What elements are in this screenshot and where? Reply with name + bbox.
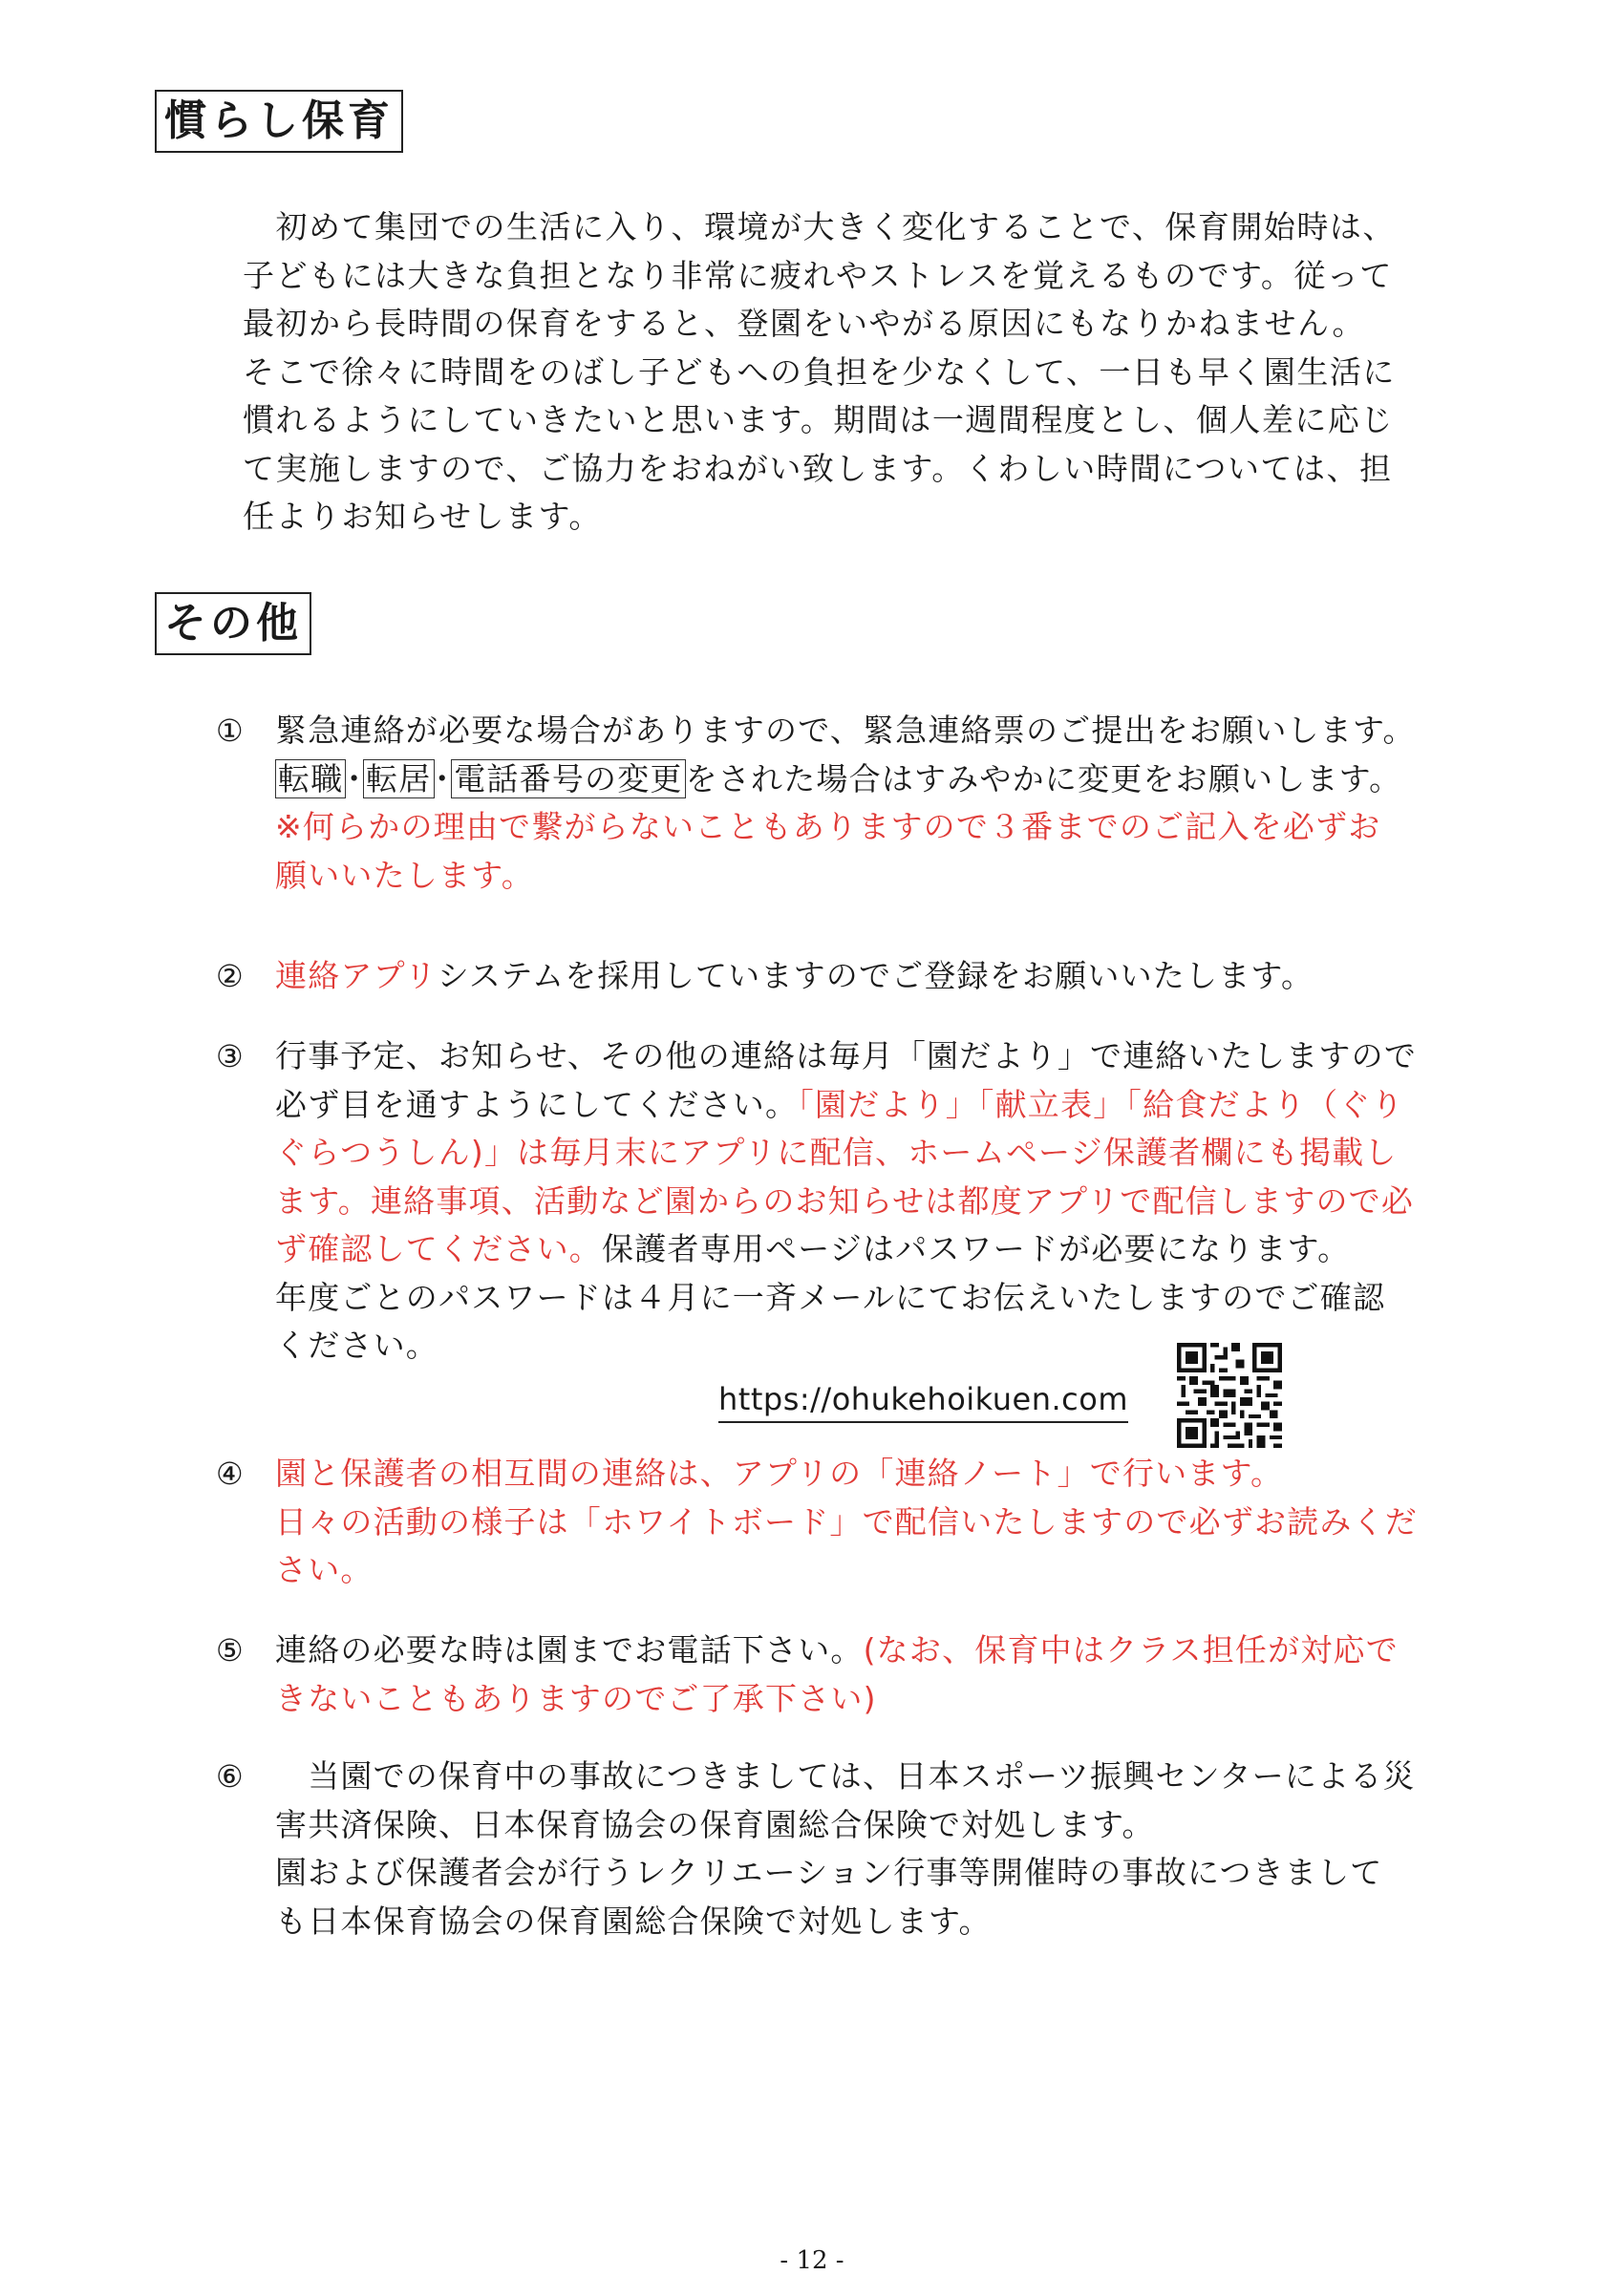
item-number: ③ bbox=[216, 1038, 245, 1074]
item-line: 緊急連絡が必要な場合がありますので、緊急連絡票のご提出をお願いします。 bbox=[275, 712, 1416, 749]
item-line bbox=[275, 952, 1448, 1001]
item-line-red: きないこともありますのでご了承下さい) bbox=[275, 1679, 877, 1717]
intro-line: 任よりお知らせします。 bbox=[243, 498, 602, 535]
item-line: 当園での保育中の事故につきましては、日本スポーツ振興センターによる災 bbox=[275, 1757, 1416, 1795]
boxed-term: 転居 bbox=[363, 759, 434, 798]
qr-code-icon bbox=[1177, 1343, 1282, 1448]
separator: ･ bbox=[434, 759, 452, 797]
intro-line: 最初から長時間の保育をすると、登園をいやがる原因にもなりかねません。 bbox=[243, 305, 1365, 342]
item-line-red: ぐらつうしん)」は毎月末にアプリに配信、ホームページ保護者欄にも掲載し bbox=[275, 1134, 1398, 1171]
intro-line: 子どもには大きな負担となり非常に疲れやストレスを覚えるものです。従って bbox=[243, 256, 1393, 294]
item-text-red: (なお、保育中はクラス担任が対応で bbox=[863, 1631, 1399, 1669]
item-text-red: ず確認してください。 bbox=[275, 1230, 602, 1267]
item-line: 害共済保険、日本保育協会の保育園総合保険で対処します。 bbox=[275, 1805, 1155, 1843]
item-number: ④ bbox=[216, 1456, 245, 1492]
item-line: 行事予定、お知らせ、その他の連絡は毎月「園だより」で連絡いたしますので bbox=[275, 1037, 1418, 1074]
website-link[interactable]: https://ohukehoikuen.com bbox=[718, 1381, 1128, 1423]
item-number: ⑥ bbox=[216, 1758, 245, 1795]
item-line: ください。 bbox=[275, 1327, 438, 1364]
intro-line: 慣れるようにしていきたいと思います。期間は一週間程度とし、個人差に応じ bbox=[243, 401, 1394, 438]
item-line: も日本保育協会の保育園総合保険で対処します。 bbox=[275, 1902, 992, 1940]
item-line-red: さい。 bbox=[275, 1551, 374, 1588]
item-line: 年度ごとのパスワードは４月に一斉メールにてお伝えいたしますのでご確認 bbox=[275, 1278, 1386, 1316]
intro-line: そこで徐々に時間をのばし子どもへの負担を少なくして、一日も早く園生活に bbox=[243, 352, 1396, 391]
item-text: システムを採用していますのでご登録をお願いいたします。 bbox=[437, 957, 1314, 994]
list-item-6 bbox=[216, 1753, 1448, 1945]
item-text: をされた場合はすみやかに変更をお願いします。 bbox=[685, 759, 1402, 797]
item-text: 保護者専用ページはパスワードが必要になります。 bbox=[602, 1230, 1351, 1267]
item-line-red: 園と保護者の相互間の連絡は、アプリの「連絡ノート」で行います。 bbox=[275, 1455, 1284, 1492]
intro-line: て実施しますので、ご協力をおねがい致します。くわしい時間については、担 bbox=[243, 449, 1393, 487]
item-text: 連絡の必要な時は園までお電話下さい。 bbox=[275, 1631, 864, 1669]
section-heading-sonota: その他 bbox=[155, 592, 311, 655]
section-heading-narashi-hoiku: 慣らし保育 bbox=[155, 90, 403, 153]
item-number: ② bbox=[216, 958, 245, 994]
list-item-1 bbox=[216, 707, 1448, 900]
list-item-4 bbox=[216, 1450, 1448, 1595]
item-line: 園および保護者会が行うレクリエーション行事等開催時の事故につきまして bbox=[275, 1854, 1383, 1891]
item-line-red: 日々の活動の様子は「ホワイトボード」で配信いたしますので必ずお読みくだ bbox=[275, 1502, 1419, 1541]
boxed-term: 電話番号の変更 bbox=[451, 759, 685, 798]
item-line-red: 願いいたします。 bbox=[275, 856, 534, 894]
item-number: ① bbox=[216, 712, 245, 749]
item-line-red: ます。連絡事項、活動など園からのお知らせは都度アプリで配信しますので必 bbox=[275, 1181, 1415, 1220]
page-number: - 12 - bbox=[780, 2246, 844, 2275]
separator: ･ bbox=[346, 759, 364, 797]
intro-line: 初めて集団での生活に入り、環境が大きく変化することで、保育開始時は、 bbox=[243, 208, 1396, 245]
list-item-3 bbox=[216, 1032, 1448, 1371]
item-line bbox=[275, 755, 1448, 804]
item-line bbox=[275, 1225, 1448, 1274]
list-item-2 bbox=[216, 952, 1448, 1001]
item-text: 必ず目を通すようにしてください。 bbox=[275, 1085, 799, 1123]
item-text-red: 「園だより」「献立表」「給食だより（ぐり bbox=[798, 1085, 1404, 1123]
item-number: ⑤ bbox=[216, 1632, 245, 1669]
app-name: 連絡アプリ bbox=[275, 957, 438, 994]
item-line bbox=[275, 1081, 1448, 1130]
list-item-5 bbox=[216, 1626, 1448, 1723]
item-line-red: ※何らかの理由で繋がらないこともありますので３番までのご記入を必ずお bbox=[275, 808, 1381, 845]
item-line bbox=[275, 1626, 1448, 1675]
boxed-term: 転職 bbox=[275, 759, 346, 798]
intro-paragraph bbox=[243, 203, 1427, 542]
